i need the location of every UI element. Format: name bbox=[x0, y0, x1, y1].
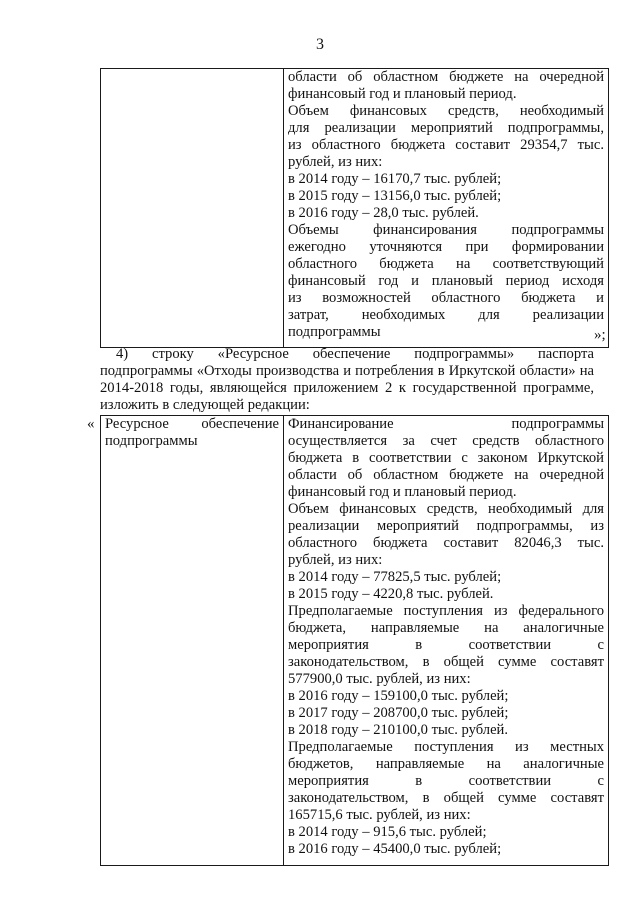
text-line: из областного бюджета составит 29354,7 тыс. bbox=[288, 137, 604, 153]
text-line: мероприятия в соответствии с bbox=[288, 773, 604, 789]
text-line: в 2014 году – 915,6 тыс. рублей; bbox=[288, 824, 487, 840]
resource-provision-table bbox=[100, 415, 609, 866]
table-row bbox=[101, 69, 609, 348]
page-number: 3 bbox=[316, 36, 324, 53]
amendment-paragraph bbox=[100, 346, 594, 414]
text-line: финансовый год и плановый период. bbox=[288, 86, 517, 102]
text-line: 577900,0 тыс. рублей, из них: bbox=[288, 671, 471, 687]
paragraph-line: 4) строку «Ресурсное обеспечение подпрограммы» паспорта bbox=[116, 346, 594, 362]
text-line: области об областном бюджете на очередной bbox=[288, 69, 604, 85]
text-line: в 2015 году – 4220,8 тыс. рублей. bbox=[288, 586, 494, 602]
text-line: из возможностей областного бюджета и bbox=[288, 290, 604, 306]
text-line: для реализации мероприятий подпрограммы, bbox=[288, 120, 604, 136]
funding-text bbox=[288, 69, 604, 341]
funding-table-continued bbox=[100, 68, 609, 348]
text-line: бюджетов, направляемые на аналогичные bbox=[288, 756, 604, 772]
text-line: подпрограммы bbox=[105, 433, 198, 449]
paragraph-line: изложить в следующей редакции: bbox=[100, 397, 310, 413]
text-line: Ресурсное обеспечение bbox=[105, 416, 279, 432]
closing-quote: »; bbox=[594, 327, 606, 343]
resource-label bbox=[105, 416, 279, 450]
text-line: ежегодно уточняются при формировании bbox=[288, 239, 604, 255]
text-line: мероприятия в соответствии с bbox=[288, 637, 604, 653]
text-line: областного бюджета на соответствующий bbox=[288, 256, 604, 272]
funding-description-cell bbox=[284, 69, 609, 348]
text-line: подпрограммы bbox=[288, 324, 381, 340]
paragraph-line: 2014-2018 годы, являющейся приложением 2 к государственной программе, bbox=[100, 380, 594, 396]
text-line: финансовый год и плановый период. bbox=[288, 484, 517, 500]
text-line: бюджета, направляемые на аналогичные bbox=[288, 620, 604, 636]
text-line: законодательством, в общей сумме составят bbox=[288, 790, 604, 806]
resource-description-cell bbox=[284, 416, 609, 866]
text-line: в 2016 году – 159100,0 тыс. рублей; bbox=[288, 688, 509, 704]
text-line: законодательством, в общей сумме составят bbox=[288, 654, 604, 670]
resource-text bbox=[288, 416, 604, 858]
text-line: области об областном бюджете на очередной bbox=[288, 467, 604, 483]
text-line: бюджета в соответствии с законом Иркутской bbox=[288, 450, 604, 466]
text-line: 165715,6 тыс. рублей, из них: bbox=[288, 807, 471, 823]
text-line: рублей, из них: bbox=[288, 154, 383, 170]
text-line: в 2016 году – 45400,0 тыс. рублей; bbox=[288, 841, 502, 857]
resource-label-cell bbox=[101, 416, 284, 866]
text-line: в 2017 году – 208700,0 тыс. рублей; bbox=[288, 705, 509, 721]
text-line: в 2015 году – 13156,0 тыс. рублей; bbox=[288, 188, 502, 204]
text-line: в 2018 году – 210100,0 тыс. рублей. bbox=[288, 722, 509, 738]
text-line: Предполагаемые поступления из местных bbox=[288, 739, 604, 755]
text-line: областного бюджета составит 82046,3 тыс. bbox=[288, 535, 604, 551]
text-line: реализации мероприятий подпрограммы, из bbox=[288, 518, 604, 534]
text-line: затрат, необходимых для реализации bbox=[288, 307, 604, 323]
text-line: рублей, из них: bbox=[288, 552, 383, 568]
text-line: Финансирование подпрограммы bbox=[288, 416, 604, 432]
text-line: Предполагаемые поступления из федерального bbox=[288, 603, 604, 619]
text-line: осуществляется за счет средств областного bbox=[288, 433, 604, 449]
table-row bbox=[101, 416, 609, 866]
opening-quote: « bbox=[87, 416, 95, 432]
text-line: в 2016 году – 28,0 тыс. рублей. bbox=[288, 205, 479, 221]
text-line: Объемы финансирования подпрограммы bbox=[288, 222, 604, 238]
text-line: Объем финансовых средств, необходимый для bbox=[288, 501, 604, 517]
empty-label-cell bbox=[101, 69, 284, 348]
text-line: в 2014 году – 77825,5 тыс. рублей; bbox=[288, 569, 502, 585]
text-line: финансовый год и плановый период исходя bbox=[288, 273, 604, 289]
text-line: в 2014 году – 16170,7 тыс. рублей; bbox=[288, 171, 502, 187]
paragraph-line: подпрограммы «Отходы производства и потребления в Иркутской области» на bbox=[100, 363, 594, 379]
text-line: Объем финансовых средств, необходимый bbox=[288, 103, 604, 119]
